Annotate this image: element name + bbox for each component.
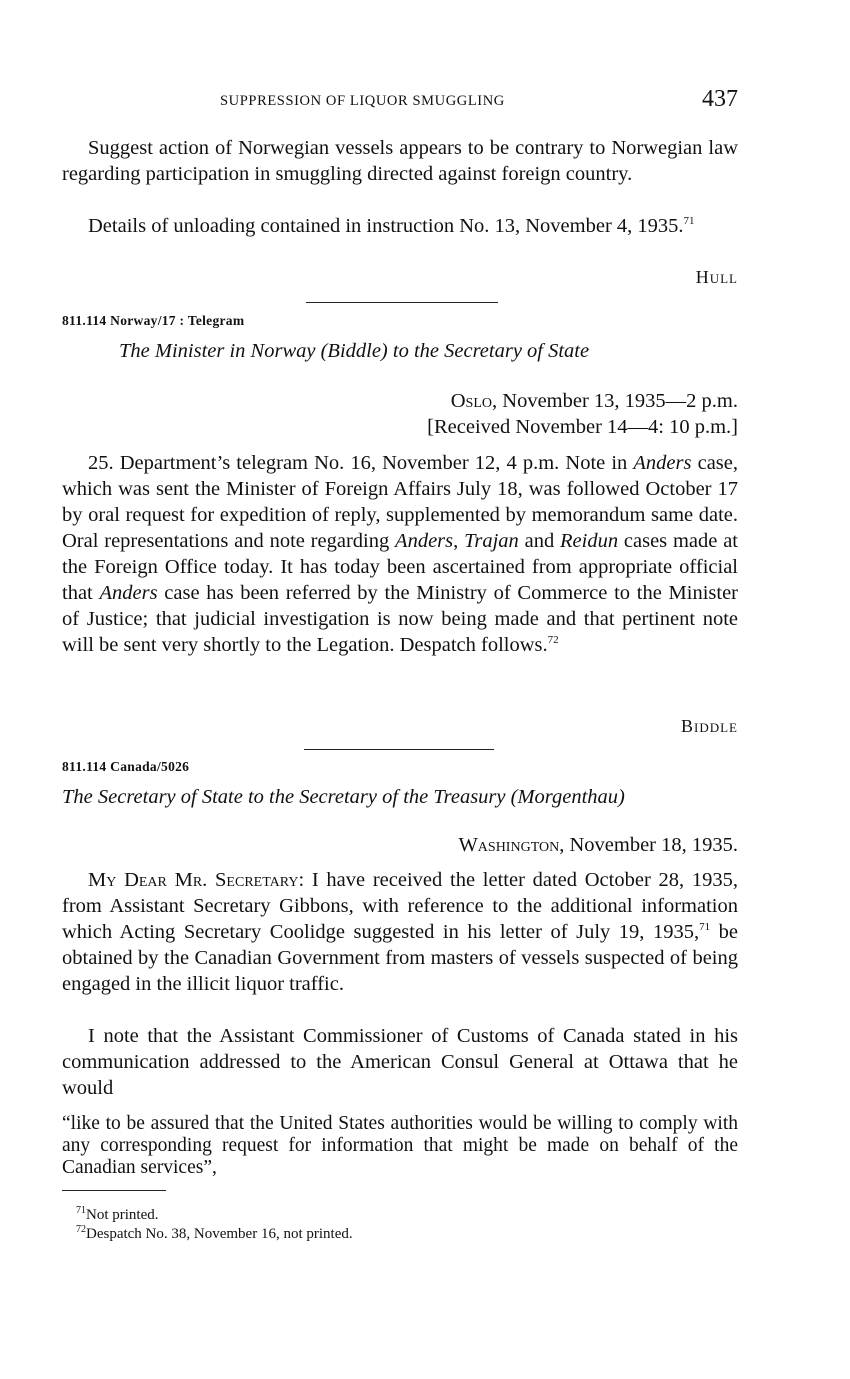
- doc2-signature: Biddle: [681, 716, 738, 736]
- footnote-71: $^{71}$Not printed.: [76, 1205, 159, 1223]
- doc2-telegram-body: 25. Department’s telegram No. 16, November 12, 4 p.m. Note in Anders case, which was sent the Minister of Foreign Affairs July 18, was followed October 17 by oral request for expedition of reply, supplemented by memorandum same date. Oral representations and note regarding Anders, Trajan and Reidun cases made at the Foreign Office today. It has today been ascertained from appropriate official that Anders case has been referred by the Ministry of Commerce to the Minister of Justice; that judicial investigation is now being made and that pertinent note will be sent very shortly to the Legation. Despatch follows.$^{72}$: [62, 452, 738, 656]
- footnote-ref-72: 72: [547, 634, 559, 647]
- footnote-divider: [62, 1190, 166, 1191]
- running-title: SUPPRESSION OF LIQUOR SMUGGLING: [220, 93, 505, 109]
- doc3-paragraph-2: I note that the Assistant Commissioner of Customs of Canada stated in his communication addressed to the American Consul General at Ottawa that he would: [62, 1025, 738, 1099]
- section-divider: [304, 749, 494, 750]
- footnote-ref-71: 71: [699, 921, 711, 934]
- page-number: 437: [702, 86, 738, 112]
- salutation: My Dear Mr. Secretary: [88, 869, 299, 891]
- block-quote: “like to be assured that the United States authorities would be willing to comply with any corresponding request for information that might be made on behalf of the Canadian services”,: [62, 1113, 738, 1178]
- doc3-paragraph-1: My Dear Mr. Secretary: I have received the letter dated October 28, 1935, from Assistant Secretary Gibbons, with reference to the additional information which Acting Secretary Coolidge suggested in his letter of July 19, 1935,71 be obtained by the Canadian Government from masters of vessels suspected of being engaged in the illicit liquor traffic.: [62, 869, 738, 995]
- footnote-ref-71: 71: [683, 215, 695, 228]
- doc1-paragraph-1: Suggest action of Norwegian vessels appears to be contrary to Norwegian law regarding participation in smuggling directed against foreign country.: [62, 137, 738, 185]
- page-header: [62, 86, 738, 120]
- doc2-received-line: [Received November 14—4: 10 p.m.]: [427, 416, 738, 438]
- doc2-dateline: Oslo, November 13, 1935—2 p.m.: [450, 390, 738, 412]
- section-divider: [306, 302, 498, 303]
- doc3-file-reference: 811.114 Canada/5026: [62, 759, 190, 774]
- doc1-paragraph-2: Details of unloading contained in instruction No. 13, November 4, 1935.71: [88, 215, 695, 237]
- doc3-dateline: Washington, November 18, 1935.: [458, 834, 738, 856]
- doc2-file-reference: 811.114 Norway/17 : Telegram: [62, 313, 245, 328]
- doc2-title: The Minister in Norway (Biddle) to the Secretary of State: [119, 340, 590, 362]
- doc3-title: The Secretary of State to the Secretary of the Treasury (Morgenthau): [62, 786, 625, 808]
- doc1-signature: Hull: [695, 267, 738, 287]
- footnote-72: $^{72}$Despatch No. 38, November 16, not printed.: [76, 1224, 353, 1242]
